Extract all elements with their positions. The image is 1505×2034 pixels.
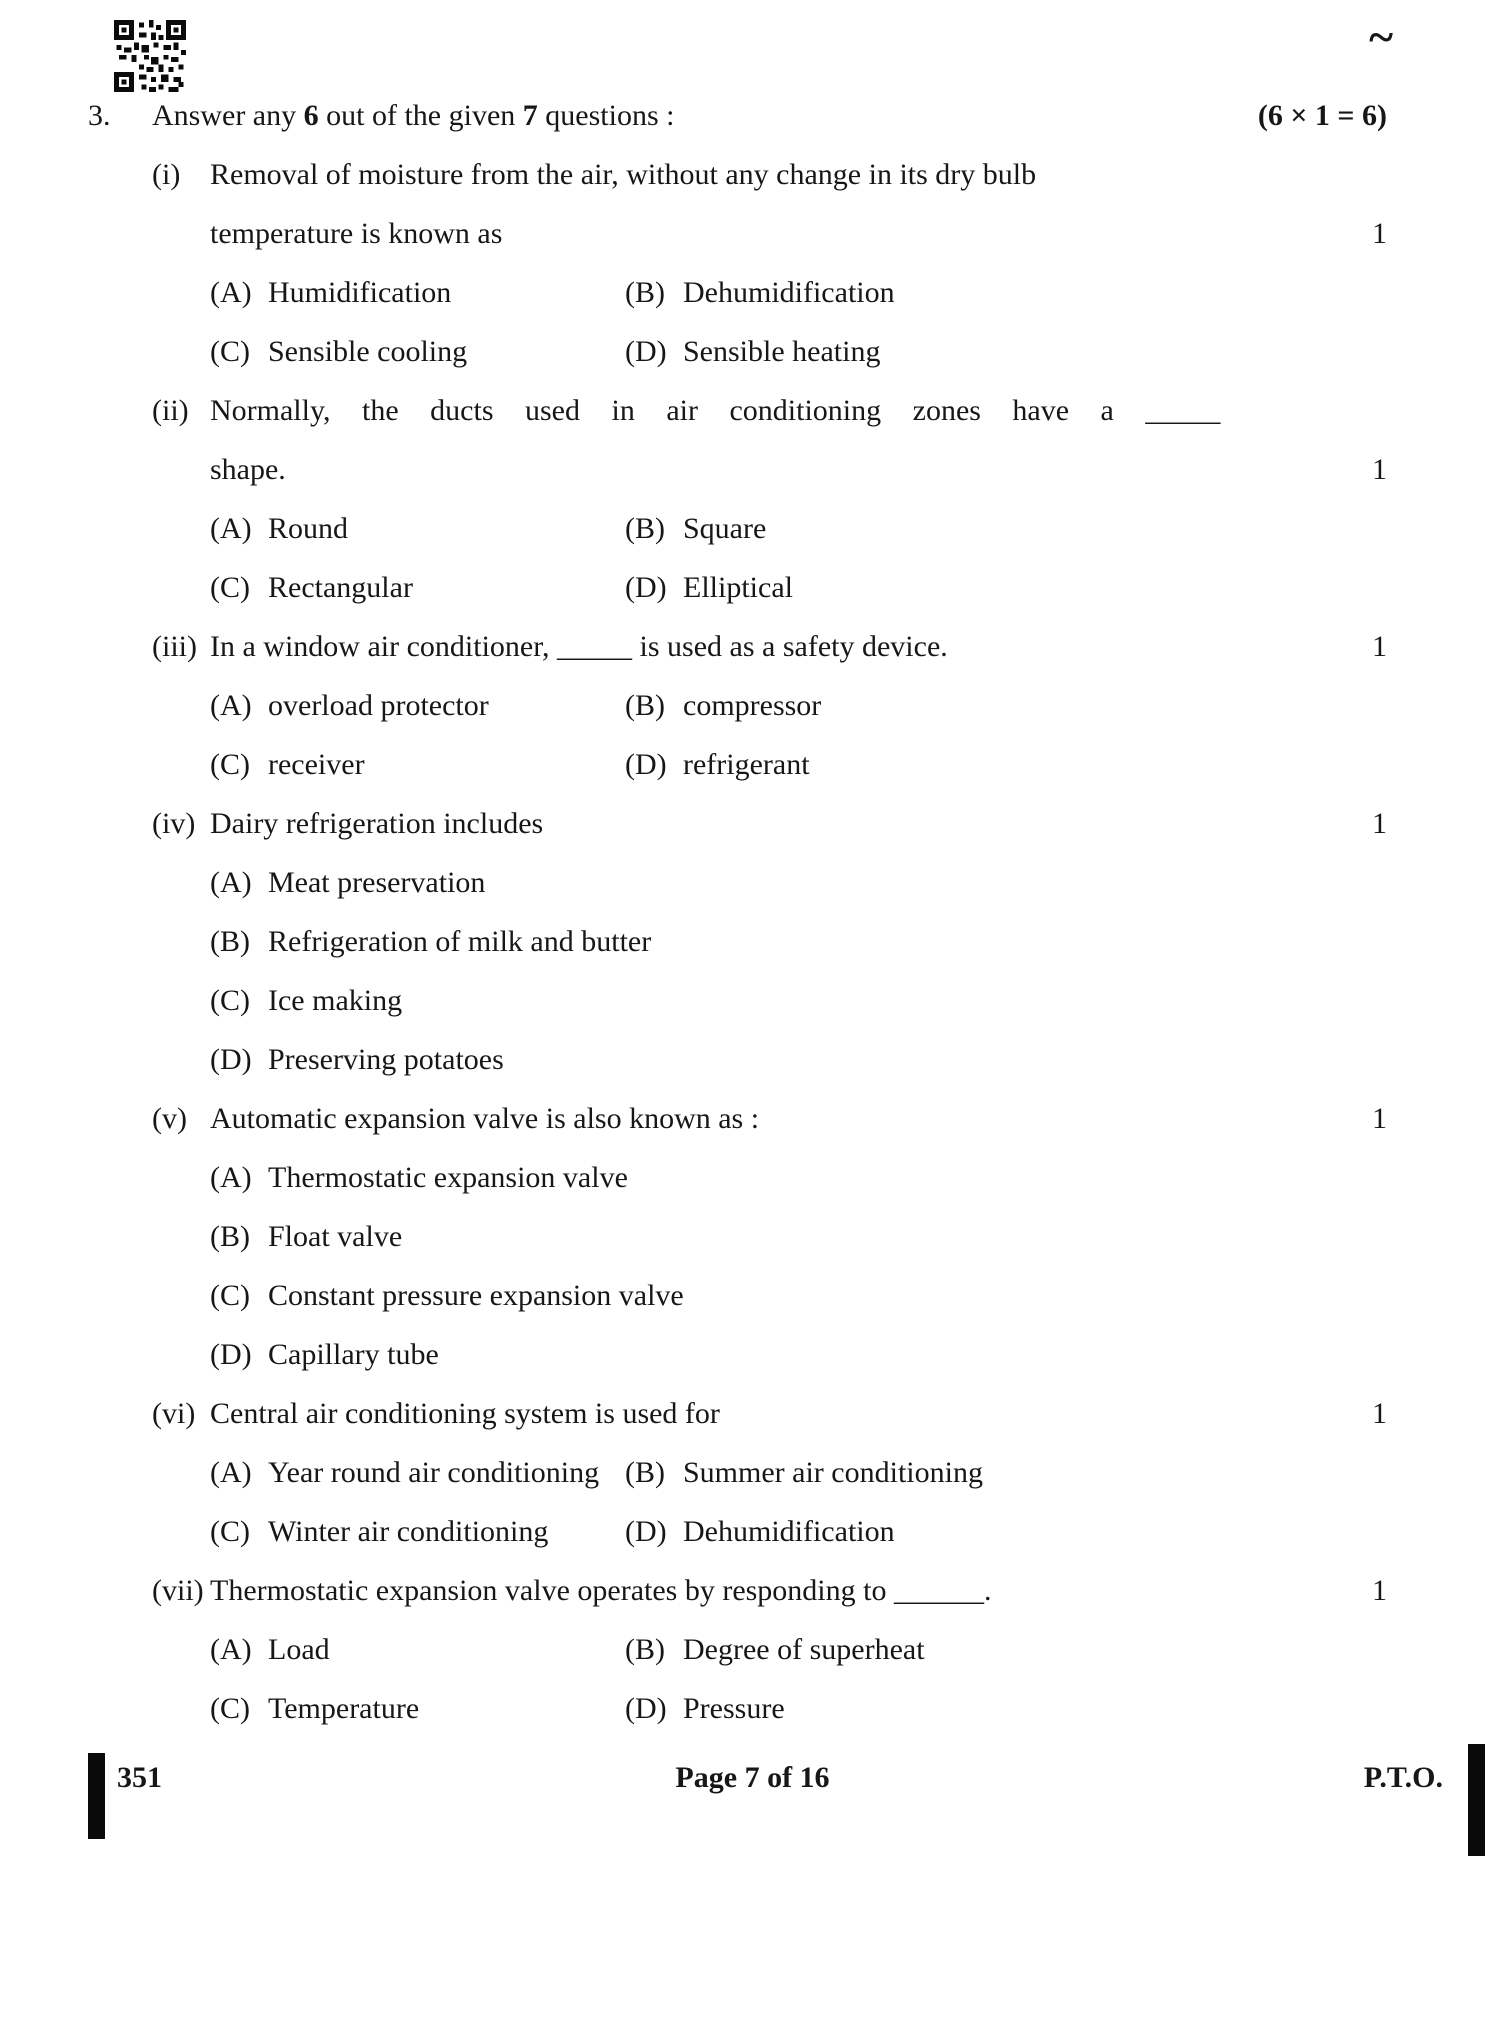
subquestion-text: Central air conditioning system is used for [210, 1397, 720, 1430]
option-label: (C) [210, 1515, 250, 1548]
subquestion [0, 381, 1505, 617]
option-label: (B) [625, 689, 665, 722]
subquestion-numeral: (ii) [152, 394, 189, 427]
subquestion-text: Thermostatic expansion valve operates by responding to ______. [210, 1574, 992, 1607]
options-row [0, 971, 1505, 1030]
option [625, 1502, 1335, 1561]
option-text: Sensible heating [683, 335, 881, 368]
right-footer-bar [1468, 1744, 1485, 1856]
question-header [0, 86, 1505, 145]
option [625, 676, 1335, 735]
paper-code: 351 [117, 1761, 162, 1794]
option-label: (C) [210, 1692, 250, 1725]
pto-label: P.T.O. [1363, 1761, 1443, 1794]
options-row [0, 1148, 1505, 1207]
option-label: (B) [210, 925, 250, 958]
option-text: Humidification [268, 276, 452, 309]
option [210, 912, 1335, 971]
option [625, 1620, 1335, 1679]
option-label: (A) [210, 1633, 252, 1666]
option-text: Square [683, 512, 767, 545]
options-row [0, 1266, 1505, 1325]
option-label: (A) [210, 512, 252, 545]
option [210, 1443, 625, 1502]
options-row [0, 1679, 1505, 1738]
options-row [0, 676, 1505, 735]
option [210, 1207, 1335, 1266]
option [625, 735, 1335, 794]
option [625, 1443, 1335, 1502]
subquestion [0, 1384, 1505, 1561]
option-text: Refrigeration of milk and butter [268, 925, 652, 958]
options-row [0, 1620, 1505, 1679]
option-label: (D) [625, 1692, 667, 1725]
marks-value: 1 [1372, 1397, 1387, 1430]
option [210, 1266, 1335, 1325]
option-label: (C) [210, 984, 250, 1017]
option-text: Thermostatic expansion valve [268, 1161, 628, 1194]
option [210, 1620, 625, 1679]
subquestion-text: Dairy refrigeration includes [210, 807, 544, 840]
marks-value: 1 [1372, 217, 1387, 250]
subquestion-numeral: (vi) [152, 1397, 196, 1430]
option-text: overload protector [268, 689, 489, 722]
prompt-part: questions : [537, 99, 675, 132]
subquestion-text: Automatic expansion valve is also known as : [210, 1102, 760, 1135]
option-label: (B) [625, 512, 665, 545]
option [625, 263, 1335, 322]
subquestion-numeral: (v) [152, 1102, 187, 1135]
option-text: refrigerant [683, 748, 810, 781]
option [210, 1502, 625, 1561]
option-label: (C) [210, 571, 250, 604]
question-line [0, 794, 1505, 853]
option-label: (A) [210, 689, 252, 722]
option [210, 1030, 1335, 1089]
subquestion [0, 1089, 1505, 1384]
option-label: (D) [625, 748, 667, 781]
option-text: Year round air conditioning [268, 1456, 600, 1489]
options-row [0, 853, 1505, 912]
question-line [0, 440, 1505, 499]
question-line [0, 1089, 1505, 1148]
question-prompt [152, 86, 1258, 145]
prompt-part: Answer any [152, 99, 304, 132]
option-text: Summer air conditioning [683, 1456, 983, 1489]
option [210, 971, 1335, 1030]
subquestion-text: shape. [210, 453, 286, 486]
option-text: Pressure [683, 1692, 785, 1725]
option-label: (A) [210, 866, 252, 899]
option-text: Ice making [268, 984, 403, 1017]
marks-value: 1 [1372, 1574, 1387, 1607]
subquestion-text: Normally, the ducts used in air conditioning zones have a _____ [210, 394, 1221, 427]
options-row [0, 1502, 1505, 1561]
page-number: Page 7 of 16 [675, 1761, 830, 1794]
tilde-mark: ~ [1369, 11, 1393, 62]
option-label: (B) [625, 1456, 665, 1489]
options-row [0, 1030, 1505, 1089]
marks-value: 1 [1372, 1102, 1387, 1135]
options-row [0, 263, 1505, 322]
option-text: Rectangular [268, 571, 413, 604]
option [210, 1325, 1335, 1384]
option-text: Preserving potatoes [268, 1043, 504, 1076]
option-text: receiver [268, 748, 365, 781]
option-text: Dehumidification [683, 276, 895, 309]
option [210, 263, 625, 322]
option-label: (C) [210, 1279, 250, 1312]
option [210, 558, 625, 617]
option-label: (A) [210, 276, 252, 309]
option-text: compressor [683, 689, 822, 722]
question-line [0, 145, 1505, 204]
subquestion-numeral: (i) [152, 158, 181, 191]
question-line [0, 204, 1505, 263]
option-text: Sensible cooling [268, 335, 468, 368]
option-label: (C) [210, 748, 250, 781]
question-number: 3. [88, 99, 111, 132]
option-text: Winter air conditioning [268, 1515, 549, 1548]
option [210, 1679, 625, 1738]
question-body [0, 86, 1505, 1738]
option-label: (B) [625, 1633, 665, 1666]
option-label: (A) [210, 1161, 252, 1194]
subquestion-text: In a window air conditioner, _____ is used as a safety device. [210, 630, 948, 663]
option-label: (C) [210, 335, 250, 368]
subquestion-text: temperature is known as [210, 217, 503, 250]
options-row [0, 1325, 1505, 1384]
marks-value: 1 [1372, 807, 1387, 840]
question-line [0, 617, 1505, 676]
option-text: Constant pressure expansion valve [268, 1279, 684, 1312]
subquestion [0, 145, 1505, 381]
subquestion [0, 1561, 1505, 1738]
option [625, 322, 1335, 381]
options-row [0, 735, 1505, 794]
subquestion [0, 794, 1505, 1089]
option-label: (D) [625, 1515, 667, 1548]
option-text: Meat preservation [268, 866, 486, 899]
option-label: (A) [210, 1456, 252, 1489]
options-row [0, 322, 1505, 381]
question-line [0, 1384, 1505, 1443]
option-label: (D) [210, 1043, 252, 1076]
question-line [0, 1561, 1505, 1620]
subquestion [0, 617, 1505, 794]
option-text: Degree of superheat [683, 1633, 925, 1666]
prompt-part: 7 [522, 99, 538, 132]
subquestion-numeral: (iii) [152, 630, 197, 663]
prompt-part: out of the given [318, 99, 523, 132]
option-label: (D) [625, 571, 667, 604]
options-row [0, 1443, 1505, 1502]
option-text: Capillary tube [268, 1338, 439, 1371]
subquestion-numeral: (iv) [152, 807, 196, 840]
option-text: Temperature [268, 1692, 420, 1725]
subquestions [0, 145, 1505, 1738]
option-label: (D) [210, 1338, 252, 1371]
option [210, 853, 1335, 912]
options-row [0, 558, 1505, 617]
subquestion-numeral: (vii) [152, 1574, 204, 1607]
option [625, 558, 1335, 617]
option-text: Load [268, 1633, 330, 1666]
option [210, 322, 625, 381]
marks-value: 1 [1372, 453, 1387, 486]
options-row [0, 1207, 1505, 1266]
option-label: (B) [625, 276, 665, 309]
option-text: Round [268, 512, 349, 545]
option-text: Elliptical [683, 571, 793, 604]
prompt-part: 6 [303, 99, 319, 132]
option [210, 499, 625, 558]
option-text: Dehumidification [683, 1515, 895, 1548]
option [210, 1148, 1335, 1207]
options-row [0, 499, 1505, 558]
option-label: (B) [210, 1220, 250, 1253]
subquestion-text: Removal of moisture from the air, without any change in its dry bulb [210, 158, 1037, 191]
option [210, 735, 625, 794]
option [625, 1679, 1335, 1738]
marks-scheme: (6 × 1 = 6) [1257, 99, 1387, 132]
option [210, 676, 625, 735]
option-label: (D) [625, 335, 667, 368]
options-row [0, 912, 1505, 971]
marks-value: 1 [1372, 630, 1387, 663]
option [625, 499, 1335, 558]
qr-code [114, 20, 186, 92]
option-text: Float valve [268, 1220, 403, 1253]
question-line [0, 381, 1505, 440]
